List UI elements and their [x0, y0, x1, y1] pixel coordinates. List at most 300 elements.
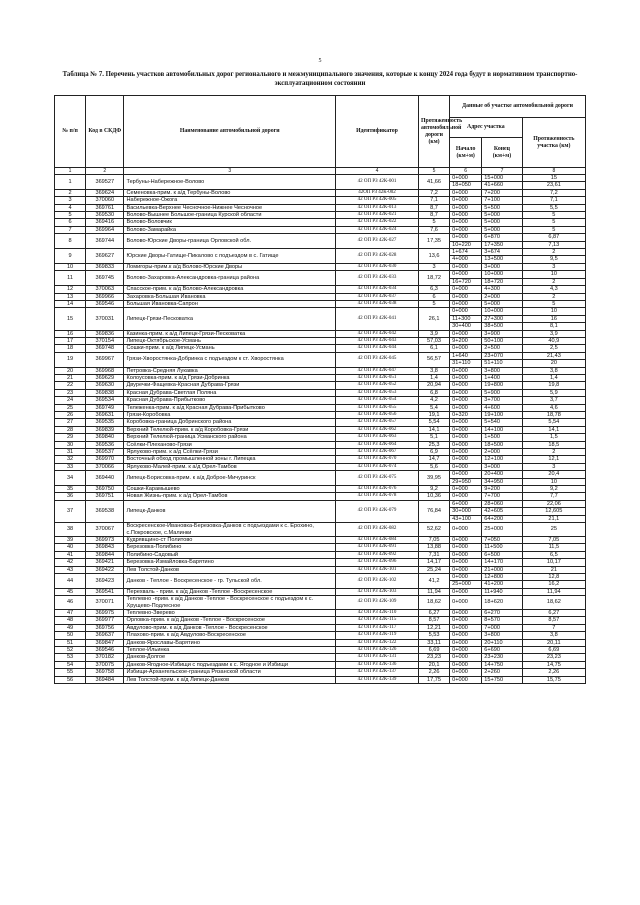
section-length-cell — [522, 434, 585, 441]
section-length: 3 — [552, 463, 556, 470]
table-row — [55, 234, 586, 249]
section-start: 0+000 — [452, 526, 468, 533]
row-identifier: 42 ОП РЗ 42К-122 — [336, 639, 419, 646]
row-code: 369749 — [86, 404, 124, 411]
row-length: 17,35 — [418, 234, 449, 249]
section-length: 10 — [523, 478, 585, 485]
header-code: Код в СКДФ — [86, 96, 124, 168]
row-code: 369843 — [86, 544, 124, 551]
colnum: 6 — [450, 168, 482, 175]
row-code: 369416 — [86, 219, 124, 226]
section-end: 20+400 — [484, 471, 504, 478]
row-code: 369423 — [86, 573, 124, 588]
row-num: 18 — [55, 345, 86, 352]
row-road-name: Волово-Вышнее Большое-граница Курской области — [124, 212, 336, 219]
section-end: 42+605 — [482, 507, 521, 514]
section-start: 9+200 — [452, 337, 468, 344]
table-row — [55, 456, 586, 463]
table-row — [55, 559, 586, 566]
row-identifier: 42 ОП РЗ 42К-022 — [336, 219, 419, 226]
row-num: 36 — [55, 493, 86, 500]
section-start: 6+000 — [452, 500, 468, 507]
section-length: 5 — [552, 212, 556, 219]
section-length: 14,1 — [548, 426, 560, 433]
row-length: 6,1 — [418, 345, 449, 352]
section-length-cell — [522, 566, 585, 573]
section-length: 40,9 — [548, 337, 560, 344]
section-start-cell — [450, 330, 482, 337]
section-end-cell — [482, 493, 522, 500]
section-start-cell — [450, 367, 482, 374]
section-start: 0+000 — [452, 234, 468, 241]
section-length-cell — [522, 536, 585, 543]
section-length: 22,06 — [546, 500, 561, 507]
row-identifier: 42 ОП РЗ 42К-082 — [336, 523, 419, 537]
section-end: 2+500 — [484, 345, 500, 352]
section-start: 0+000 — [452, 204, 468, 211]
section-length-cell — [522, 523, 585, 537]
row-code: 369967 — [86, 352, 124, 367]
section-end: 7+050 — [484, 536, 500, 543]
row-identifier: 42 ОП РЗ 42К-013 — [336, 204, 419, 211]
row-code: 369748 — [86, 345, 124, 352]
table-row — [55, 367, 586, 374]
table-row — [55, 647, 586, 654]
section-end-cell — [482, 419, 522, 426]
row-num: 12 — [55, 286, 86, 293]
section-start-cell — [450, 352, 482, 367]
section-start-cell — [450, 234, 482, 249]
section-end: 5+000 — [484, 219, 500, 226]
row-road-name: Воскресенское-Ивановка-Березовка-Данков с подъездами к с. Ерохино, с.Покровское, с.Малинки — [124, 523, 336, 537]
section-start-cell — [450, 434, 482, 441]
section-length: 21,1 — [523, 515, 585, 522]
row-code: 369484 — [86, 676, 124, 683]
row-num: 56 — [55, 676, 86, 683]
section-end-cell — [482, 271, 522, 286]
table-row — [55, 661, 586, 668]
row-code: 370060 — [86, 197, 124, 204]
table-row — [55, 419, 586, 426]
section-start: 0+000 — [452, 647, 468, 653]
row-code: 369964 — [86, 226, 124, 233]
row-length: 19,1 — [418, 412, 449, 419]
section-length: 25 — [550, 526, 557, 533]
table-row — [55, 471, 586, 486]
section-end: 50+100 — [484, 337, 504, 344]
row-num: 6 — [55, 219, 86, 226]
row-length: 5,4 — [418, 404, 449, 411]
row-num: 54 — [55, 661, 86, 668]
section-end-cell — [482, 300, 522, 307]
section-length: 2,26 — [548, 669, 560, 676]
row-road-name: Кудрявщино-ст Политово — [124, 536, 336, 543]
section-end-cell — [482, 544, 522, 551]
section-length-cell — [522, 345, 585, 352]
row-identifier: 42 ОП РЗ 42К-109 — [336, 596, 419, 610]
row-num: 48 — [55, 617, 86, 624]
row-code: 369537 — [86, 449, 124, 456]
section-length: 5,5 — [549, 204, 558, 211]
section-length: 3,8 — [549, 367, 558, 374]
colnum: 3 — [124, 168, 336, 175]
section-start: 0+000 — [452, 676, 468, 683]
section-start: 0+000 — [452, 219, 468, 226]
row-length: 33,11 — [418, 639, 449, 646]
row-road-name: Теплое-Ильинка — [124, 647, 336, 654]
section-start: 0+000 — [452, 493, 468, 500]
row-identifier: 42 ОП РЗ 42К-024 — [336, 226, 419, 233]
row-identifier: 42 ОП РЗ 42К-047 — [336, 367, 419, 374]
row-code: 369977 — [86, 617, 124, 624]
section-length: 3,8 — [549, 632, 558, 639]
section-start: 0+000 — [452, 632, 468, 639]
row-road-name: Васильевка-Верхнее Чесночное-Нижнее Чесночное — [124, 204, 336, 211]
section-start: 0+000 — [452, 271, 468, 278]
column-numbers-row — [55, 168, 586, 175]
section-length: 6,69 — [548, 647, 560, 653]
row-identifier: 42 ОП РЗ 42К-057 — [336, 419, 419, 426]
row-road-name: Колоусовка-прим. к а/д Грязи-Добринка — [124, 374, 336, 381]
section-length: 18,62 — [546, 599, 561, 606]
row-road-name: Данков-Долгое — [124, 654, 336, 661]
row-num: 53 — [55, 654, 86, 661]
row-identifier: 42 ОП РЗ 42К-103 — [336, 588, 419, 595]
section-start: 1+640 — [452, 352, 468, 359]
row-code: 369833 — [86, 263, 124, 270]
section-length-cell — [522, 226, 585, 233]
row-code: 369758 — [86, 669, 124, 676]
row-identifier: 42 ОП РЗ 42К-054 — [336, 397, 419, 404]
section-start-cell — [450, 536, 482, 543]
section-length: 8,1 — [523, 322, 585, 329]
row-num: 14 — [55, 300, 86, 307]
section-start-cell — [450, 573, 482, 588]
section-length-cell — [522, 544, 585, 551]
section-length: 20 — [523, 359, 585, 366]
row-length: 25,3 — [418, 441, 449, 448]
row-code: 369745 — [86, 271, 124, 286]
section-end: 1+400 — [484, 374, 500, 381]
row-road-name: Семеновка-прим. к а/д Тербуны-Волово — [124, 189, 336, 196]
row-length: 7,1 — [418, 197, 449, 204]
table-row — [55, 426, 586, 433]
table-row — [55, 588, 586, 595]
section-end: 15+000 — [484, 175, 504, 181]
row-length: 41,2 — [418, 573, 449, 588]
row-road-name: Березовка-Полибино — [124, 544, 336, 551]
section-start: 0+000 — [452, 345, 468, 352]
table-row — [55, 551, 586, 558]
row-num: 3 — [55, 197, 86, 204]
roads-table — [54, 95, 586, 684]
row-road-name: Новая Жизнь-прим. к а/д Орел-Тамбов — [124, 493, 336, 500]
row-length: 18,72 — [418, 271, 449, 286]
row-road-name: Спасское-прим. к а/д Волово-Александровка — [124, 286, 336, 293]
row-length: 8,7 — [418, 212, 449, 219]
row-road-name: Верхний Телелюй-прим. к а/д Коробовка-Грязи — [124, 426, 336, 433]
section-length-cell — [522, 624, 585, 631]
section-length-cell — [522, 397, 585, 404]
row-identifier: 42 ОП РЗ 42К-001 — [336, 175, 419, 190]
section-length-cell — [522, 559, 585, 566]
row-num: 11 — [55, 271, 86, 286]
row-road-name: Красная Дубрава-Прибытково — [124, 397, 336, 404]
row-road-name: Лев Толстой-Данков — [124, 566, 336, 573]
section-end: 3+000 — [484, 463, 500, 470]
section-length-cell — [522, 573, 585, 588]
row-length: 6 — [418, 293, 449, 300]
section-length: 10,17 — [546, 559, 561, 566]
section-start: 43+100 — [450, 515, 481, 522]
roads-table-body — [55, 175, 586, 684]
row-road-name: Ссёлки-Плеханово-Грязи — [124, 441, 336, 448]
row-num: 51 — [55, 639, 86, 646]
row-num: 16 — [55, 330, 86, 337]
row-length: 13,88 — [418, 544, 449, 551]
section-length-cell — [522, 609, 585, 616]
row-road-name: Юрские Дворы-Гатище-Пикалово с подъездом в с. Гатище — [124, 249, 336, 264]
row-code: 369836 — [86, 330, 124, 337]
section-length-cell — [522, 404, 585, 411]
table-row — [55, 536, 586, 543]
row-identifier: 42 ОП РЗ 42К-070 — [336, 456, 419, 463]
row-length: 7,6 — [418, 226, 449, 233]
section-end-cell — [482, 588, 522, 595]
row-num: 39 — [55, 536, 86, 543]
section-length: 3,9 — [549, 330, 558, 337]
table-row — [55, 271, 586, 286]
row-num: 46 — [55, 596, 86, 610]
row-road-name: Тележенка-прим. к а/д Красная Дубрава-Прибытково — [124, 404, 336, 411]
section-end-cell — [482, 226, 522, 233]
section-length-cell — [522, 271, 585, 286]
section-length-cell — [522, 212, 585, 219]
section-end-cell — [482, 352, 522, 367]
row-road-name: Захаровка-Большая Ивановка — [124, 293, 336, 300]
row-identifier: 42 ОП РЗ 42К-030 — [336, 263, 419, 270]
row-road-name: Волово-Юрские Дворы-граница Орловской обл. — [124, 234, 336, 249]
section-start: 0+000 — [452, 624, 468, 631]
section-length-cell — [522, 204, 585, 211]
row-num: 44 — [55, 573, 86, 588]
section-start: 16+720 — [450, 278, 481, 285]
row-length: 26,1 — [418, 308, 449, 330]
row-code: 369546 — [86, 300, 124, 307]
row-code: 370182 — [86, 654, 124, 661]
table-row — [55, 352, 586, 367]
section-end: 20+110 — [484, 639, 503, 646]
section-start: 0+000 — [452, 308, 468, 315]
row-num: 29 — [55, 434, 86, 441]
row-length: 3,8 — [418, 367, 449, 374]
section-end: 5+000 — [484, 300, 500, 307]
section-end: 10+000 — [484, 271, 504, 278]
row-num: 40 — [55, 544, 86, 551]
row-num: 21 — [55, 374, 86, 381]
section-length: 11,94 — [547, 588, 561, 595]
section-end-cell — [482, 434, 522, 441]
header-end: Конец (км+м) — [482, 138, 522, 168]
section-length: 2 — [552, 249, 556, 256]
row-identifier: 42 ОП РЗ 42К-092 — [336, 551, 419, 558]
section-start-cell — [450, 463, 482, 470]
colnum: 4 — [336, 168, 419, 175]
section-end: 6+690 — [484, 647, 500, 653]
section-end: 51+110 — [482, 359, 521, 366]
section-end-cell — [482, 249, 522, 264]
section-end-cell — [482, 573, 522, 588]
section-end: 12+100 — [484, 456, 504, 463]
section-start-cell — [450, 308, 482, 330]
section-end: 13+500 — [482, 255, 521, 262]
row-identifier: 42 ОП РЗ 42К-119 — [336, 632, 419, 639]
section-start: 0+000 — [452, 661, 468, 668]
section-length: 5 — [552, 219, 556, 226]
section-end: 5+540 — [484, 419, 500, 426]
row-road-name: Березовка-Измайловка-Барятино — [124, 559, 336, 566]
section-length-cell — [522, 676, 585, 683]
row-identifier: 42 ОП РЗ 42К-053 — [336, 389, 419, 396]
section-start: 0+000 — [452, 588, 468, 595]
section-start: 0+000 — [452, 456, 468, 463]
section-start: 0+000 — [452, 419, 468, 426]
section-end: 5+500 — [484, 204, 500, 211]
row-code: 369756 — [86, 624, 124, 631]
table-row — [55, 249, 586, 264]
section-start: 0+000 — [452, 669, 468, 676]
section-end: 11+940 — [484, 588, 503, 595]
row-identifier: 42 ОП РЗ 42К-033 — [336, 271, 419, 286]
section-end: 18+720 — [482, 278, 521, 285]
row-identifier: 42 ОП РЗ 42К-038 — [336, 300, 419, 307]
row-road-name: Липецк-Борисовка-прим. к а/д Доброе-Мичуринск — [124, 471, 336, 486]
row-road-name: Перехваль - прим. к а/д Данков -Теплое -Воскресенское — [124, 588, 336, 595]
section-length-cell — [522, 486, 585, 493]
row-identifier: 42 ОП РЗ 42К-021 — [336, 212, 419, 219]
section-start: 0+000 — [452, 293, 468, 300]
section-length: 7,1 — [549, 197, 558, 204]
section-start-cell — [450, 551, 482, 558]
row-road-name: Большая Ивановка-Сапрон — [124, 300, 336, 307]
section-end: 19+800 — [484, 382, 504, 389]
table-row — [55, 632, 586, 639]
section-start-cell — [450, 389, 482, 396]
row-identifier: 42 ОП РЗ 42К-028 — [336, 249, 419, 264]
table-row — [55, 293, 586, 300]
header-section-data: Данные об участке автомобильной дороги — [450, 96, 586, 118]
section-length: 5 — [552, 226, 556, 233]
section-end-cell — [482, 609, 522, 616]
section-end: 1+500 — [484, 434, 500, 441]
row-length: 57,03 — [418, 337, 449, 344]
section-end-cell — [482, 337, 522, 344]
section-end: 6+270 — [484, 609, 500, 616]
section-end: 21+000 — [484, 566, 504, 573]
section-length: 2 — [552, 449, 556, 456]
section-end: 9+200 — [484, 486, 500, 493]
row-identifier: 42 ОП РЗ 42К-055 — [336, 404, 419, 411]
row-length: 1,4 — [418, 374, 449, 381]
row-length: 5,6 — [418, 463, 449, 470]
section-length: 23,61 — [523, 181, 585, 188]
section-start: 0+000 — [452, 441, 468, 448]
row-identifier: 42 ОП РЗ 42К-062 — [336, 426, 419, 433]
row-road-name: Полибино-Садовый — [124, 551, 336, 558]
row-road-name: Орловка-прим. к а/д Данков -Теплое - Воскресенское — [124, 617, 336, 624]
section-start: 0+000 — [452, 374, 468, 381]
table-row — [55, 617, 586, 624]
section-end: 6+500 — [484, 551, 500, 558]
table-row — [55, 212, 586, 219]
section-start-cell — [450, 286, 482, 293]
section-length-cell — [522, 175, 585, 190]
row-num: 4 — [55, 204, 86, 211]
section-start-cell — [450, 204, 482, 211]
table-row — [55, 286, 586, 293]
row-road-name: Теплевно -прим. к а/д Данков -Теплое - Воскресенское с подъездом к с. Хрущево-Подлесное — [124, 596, 336, 610]
row-identifier: 42 ОП РЗ 42К-078 — [336, 493, 419, 500]
section-start: 0+000 — [452, 639, 468, 646]
section-start: 1+674 — [452, 249, 468, 256]
section-end: 2+260 — [484, 669, 500, 676]
table-title: Таблица № 7. Перечень участков автомобильных дорог регионального и межмуниципального значения, которые к концу 2024 года будут в нормативном транспортно-эксплуатационном состоянии — [62, 71, 578, 87]
section-length: 15,75 — [546, 676, 561, 683]
row-num: 37 — [55, 500, 86, 522]
section-length: 10 — [550, 308, 557, 315]
row-road-name: Волово-Воловчик — [124, 219, 336, 226]
section-start: 0+000 — [452, 434, 468, 441]
section-start-cell — [450, 345, 482, 352]
table-row — [55, 449, 586, 456]
section-start: 0+000 — [452, 367, 468, 374]
row-identifier: 42 ОП РЗ 42К-063 — [336, 434, 419, 441]
row-num: 41 — [55, 551, 86, 558]
section-length-cell — [522, 419, 585, 426]
table-row — [55, 624, 586, 631]
section-end-cell — [482, 286, 522, 293]
section-length-cell — [522, 456, 585, 463]
section-start-cell — [450, 647, 482, 654]
section-start-cell — [450, 669, 482, 676]
section-length: 4,3 — [549, 286, 558, 293]
section-end-cell — [482, 426, 522, 433]
section-start-cell — [450, 624, 482, 631]
section-length: 10 — [550, 271, 557, 278]
section-length-cell — [522, 647, 585, 654]
section-start: 0+000 — [452, 404, 468, 411]
row-identifier: 42 ОП РЗ 42К-056 — [336, 412, 419, 419]
table-row — [55, 566, 586, 573]
section-start-cell — [450, 632, 482, 639]
section-end: 7+700 — [484, 493, 500, 500]
section-start: 0+000 — [452, 389, 468, 396]
row-identifier: 42 ОП РЗ 42К-045 — [336, 352, 419, 367]
row-identifier: 42 ОП РЗ 42К-102 — [336, 573, 419, 588]
section-end: 2+000 — [484, 293, 500, 300]
row-num: 26 — [55, 412, 86, 419]
section-start-cell — [450, 397, 482, 404]
section-start-cell — [450, 249, 482, 264]
section-length: 7,2 — [549, 189, 558, 196]
row-identifier: 42 ОП РЗ 42К-037 — [336, 293, 419, 300]
row-length: 5,1 — [418, 434, 449, 441]
row-identifier: 42 ОП РЗ 42К-101 — [336, 566, 419, 573]
section-end-cell — [482, 471, 522, 486]
section-end: 38+500 — [482, 322, 521, 329]
section-length: 9,5 — [523, 255, 585, 262]
row-identifier: 42 ОП РЗ 42К-137 — [336, 669, 419, 676]
